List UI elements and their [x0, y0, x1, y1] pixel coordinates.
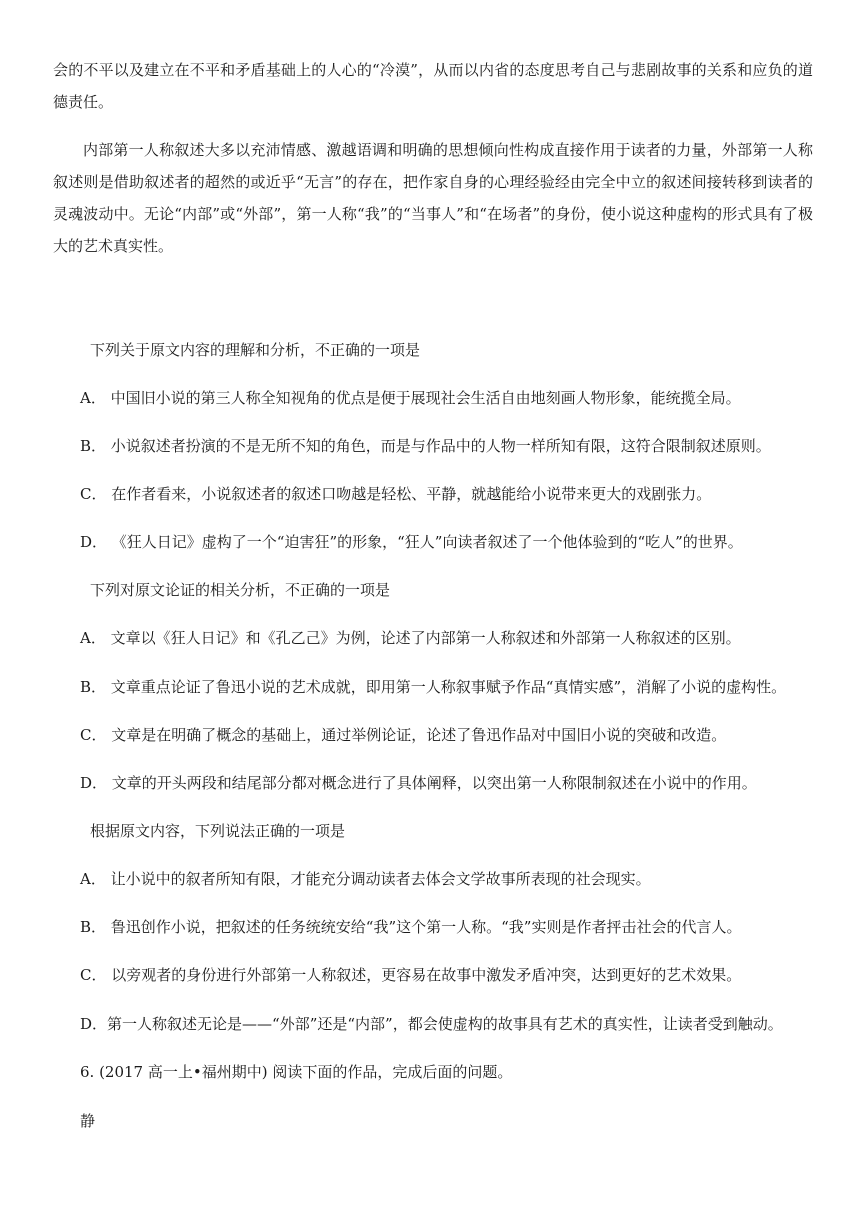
- question-2-option-b: B． 文章重点论证了鲁迅小说的艺术成就，即用第一人称叙事赋予作品“真情实感”，消解了小说的虚构性。: [80, 678, 787, 696]
- question-3-option-b: B． 鲁迅创作小说，把叙述的任务统统安给“我”这个第一人称。“我”实则是作者抨击社会的代言人。: [80, 918, 742, 936]
- question-1-option-c: C． 在作者看来，小说叙述者的叙述口吻越是轻松、平静，就越能给小说带来更大的戏剧张力。: [80, 485, 712, 503]
- question-3-option-c: C． 以旁观者的身份进行外部第一人称叙述，更容易在故事中激发矛盾冲突，达到更好的艺术效果。: [80, 966, 742, 984]
- passage-paragraph-2: 内部第一人称叙述大多以充沛情感、激越语调和明确的思想倾向性构成直接作用于读者的力量，外部第一人称叙述则是借助叙述者的超然的或近乎“无言”的存在，把作家自身的心理经验经由完全中立的叙述间接转移到读者的灵魂波动中。无论“内部”或“外部”，第一人称“我”的“当事人”和“在场者”的身份，使小说这种虚构的形式具有了极大的艺术真实性。: [53, 141, 813, 255]
- question-1-stem: 下列关于原文内容的理解和分析，不正确的一项是: [90, 341, 421, 359]
- question-2-option-d: D． 文章的开头两段和结尾部分都对概念进行了具体阐释，以突出第一人称限制叙述在小说中的作用。: [80, 774, 757, 792]
- poem-title: 静: [80, 1112, 96, 1130]
- question-3-option-d: D．第一人称叙述无论是——“外部”还是“内部”，都会使虚构的故事具有艺术的真实性，让读者受到触动。: [80, 1015, 783, 1033]
- question-2-option-a: A． 文章以《狂人日记》和《孔乙己》为例，论述了内部第一人称叙述和外部第一人称叙述的区别。: [80, 629, 741, 647]
- question-3-option-a: A． 让小说中的叙者所知有限，才能充分调动读者去体会文学故事所表现的社会现实。: [80, 870, 651, 888]
- question-1-option-b: B． 小说叙述者扮演的不是无所不知的角色，而是与作品中的人物一样所知有限，这符合限制叙述原则。: [80, 437, 771, 455]
- question-1-option-d: D． 《狂人日记》虚构了一个“迫害狂”的形象，“狂人”向读者叙述了一个他体验到的“吃人”的世界。: [80, 533, 743, 551]
- question-2-stem: 下列对原文论证的相关分析，不正确的一项是: [90, 581, 391, 599]
- question-1-option-a: A． 中国旧小说的第三人称全知视角的优点是便于展现社会生活自由地刻画人物形象，能统揽全局。: [80, 389, 741, 407]
- question-6-heading: 6. (2017 高一上•福州期中) 阅读下面的作品，完成后面的问题。: [80, 1063, 513, 1081]
- question-2-option-c: C． 文章是在明确了概念的基础上，通过举例论证，论述了鲁迅作品对中国旧小说的突破和改造。: [80, 726, 727, 744]
- question-3-stem: 根据原文内容，下列说法正确的一项是: [90, 822, 346, 840]
- passage-paragraph-1: 会的不平以及建立在不平和矛盾基础上的人心的“冷漠”，从而以内省的态度思考自己与悲剧故事的关系和应负的道德责任。: [53, 61, 813, 111]
